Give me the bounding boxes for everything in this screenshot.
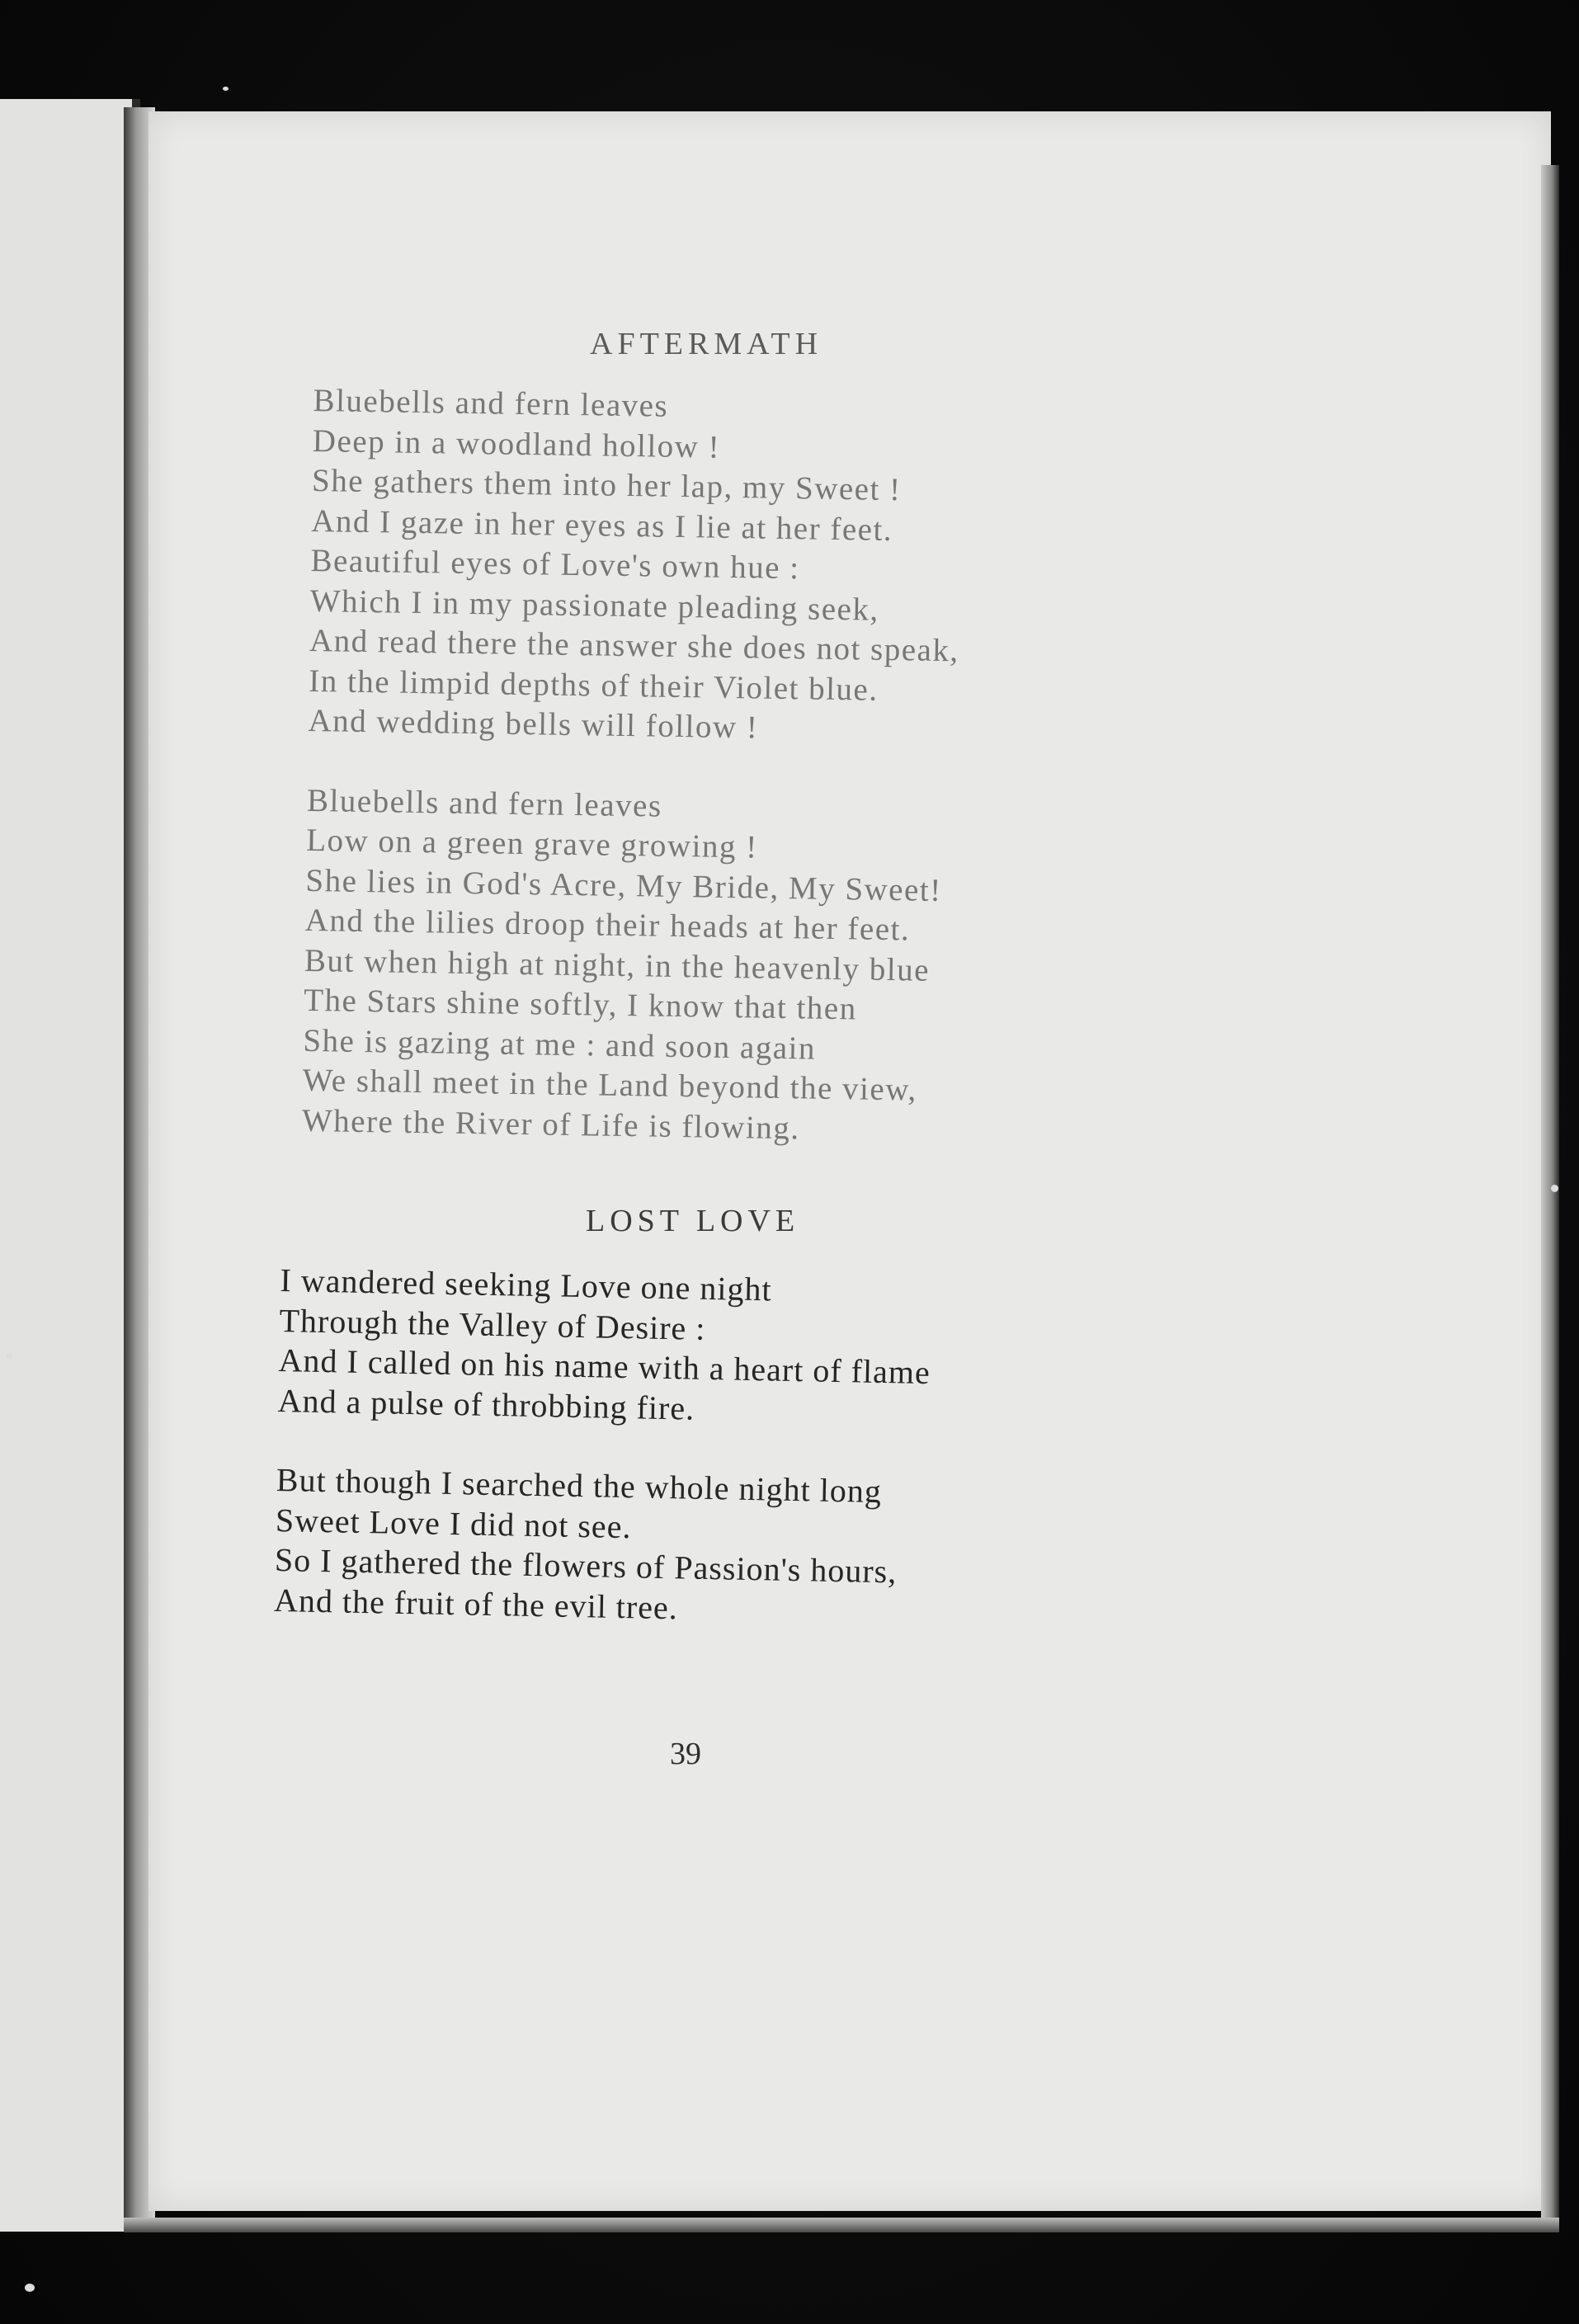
poem-title-aftermath: AFTERMATH [590,327,823,361]
poem-line: She gathers them into her lap, my Sweet ! [311,462,902,508]
poem-line: And I called on his name with a heart of flame [278,1341,931,1392]
poem-line: And wedding bells will follow ! [308,702,759,746]
poem-line: The Stars shine softly, I know that then [303,982,858,1027]
poem-line: And the lilies droop their heads at her feet. [304,902,911,948]
poem-line: Beautiful eyes of Love's own hue : [310,542,800,587]
poem-line: Which I in my passionate pleading seek, [309,582,879,628]
stanza [274,1460,929,1633]
poem-line: Deep in a woodland hollow ! [312,422,721,465]
poem-line: And the fruit of the evil tree. [273,1581,679,1626]
page-edge-right [1541,165,1559,2227]
poem-line: Bluebells and fern leaves [306,782,662,824]
poem-line: She lies in God's Acre, My Bride, My Sweet! [305,862,943,908]
poem-line: And read there the answer she does not speak, [309,622,959,669]
poem-line: Bluebells and fern leaves [313,382,669,424]
dust-speck [223,87,229,91]
dust-speck [7,1353,12,1359]
page-number: 39 [670,1737,701,1771]
dust-speck [1551,1185,1558,1192]
stanza [277,1261,932,1433]
stanza [302,780,957,1151]
poem-line: We shall meet in the Land beyond the view, [302,1062,917,1108]
stanza [308,381,963,752]
poem-line: And I gaze in her eyes as I lie at her feet. [311,502,893,548]
poem-title-lost-love: LOST LOVE [586,1204,800,1238]
poem-line: Sweet Love I did not see. [275,1501,632,1545]
poem-line: And a pulse of throbbing fire. [277,1381,695,1427]
previous-page-edge [0,99,140,2232]
poem-lost-love [274,1261,932,1633]
poem-aftermath [302,381,964,1151]
page-edge-bottom [124,2218,1559,2232]
poem-line: Where the River of Life is flowing. [301,1102,800,1146]
poem-line: I wandered seeking Love one night [280,1261,773,1308]
poem-line: Low on a green grave growing ! [305,822,759,865]
poem-line: She is gazing at me : and soon again [303,1022,817,1067]
poem-line: So I gathered the flowers of Passion's hours, [274,1540,898,1591]
poem-line: Through the Valley of Desire : [279,1301,706,1347]
dust-speck [25,2284,35,2292]
poem-line: But though I searched the whole night long [276,1460,883,1511]
poem-line: But when high at night, in the heavenly blue [304,942,931,988]
poem-line: In the limpid depths of their Violet blue. [308,662,879,708]
